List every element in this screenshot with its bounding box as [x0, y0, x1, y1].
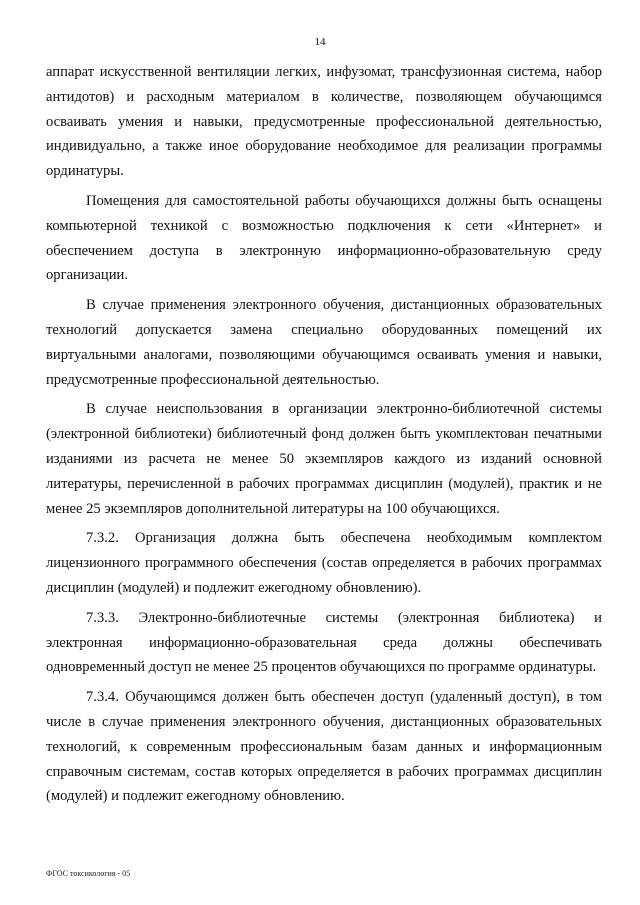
paragraph-7-3-2: 7.3.2. Организация должна быть обеспечена необходимым комплектом лицензионного программного обеспечения (состав определяется в рабочих программах дисциплин (модулей) и подлежит ежегодному обновлению).: [46, 530, 602, 596]
paragraph-7-3-4: 7.3.4. Обучающимся должен быть обеспечен доступ (удаленный доступ), в том числе в случае применения электронного обучения, дистанционных образовательных технологий, к современным профессиональным базам данных и информационным справочным системам, состав которых определяется в рабочих программах дисциплин (модулей) и подлежит ежегодному обновлению.: [46, 689, 602, 805]
paragraph-library-fund: В случае неиспользования в организации электронно-библиотечной системы (электронной библиотеки) библиотечный фонд должен быть укомплектован печатными изданиями из расчета не менее 50 экземпляров каждого из изданий основной литературы, перечисленной в рабочих программах дисциплин (модулей), практик и не менее 25 экземпляров дополнительной литературы на 100 обучающихся.: [46, 401, 602, 517]
page-number: 14: [314, 36, 326, 48]
footer-note: ФГОС токсикология - 05: [46, 869, 131, 878]
paragraph-7-3-3: 7.3.3. Электронно-библиотечные системы (электронная библиотека) и электронная информационно-образовательная среда должны обеспечивать одновременный доступ не менее 25 процентов обучающихся по программе ординатуры.: [46, 609, 602, 676]
document-body: [46, 60, 602, 814]
paragraph-e-learning: В случае применения электронного обучения, дистанционных образовательных технологий допускается замена специально оборудованных помещений их виртуальными аналогами, позволяющими обучающимся осваивать умения и навыки, предусмотренные профессиональной деятельностью.: [46, 297, 602, 388]
paragraph-equipment-continuation: аппарат искусственной вентиляции легких, инфузомат, трансфузионная система, набор антидотов) и расходным материалом в количестве, позволяющем обучающимся осваивать умения и навыки, предусмотренные профессиональной деятельностью, индивидуально, а также иное оборудование необходимое для реализации программы ординатуры.: [46, 64, 602, 180]
paragraph-self-study-rooms: Помещения для самостоятельной работы обучающихся должны быть оснащены компьютерной техникой с возможностью подключения к сети «Интернет» и обеспечением доступа в электронную информационно-образовательную среду организации.: [46, 192, 602, 284]
